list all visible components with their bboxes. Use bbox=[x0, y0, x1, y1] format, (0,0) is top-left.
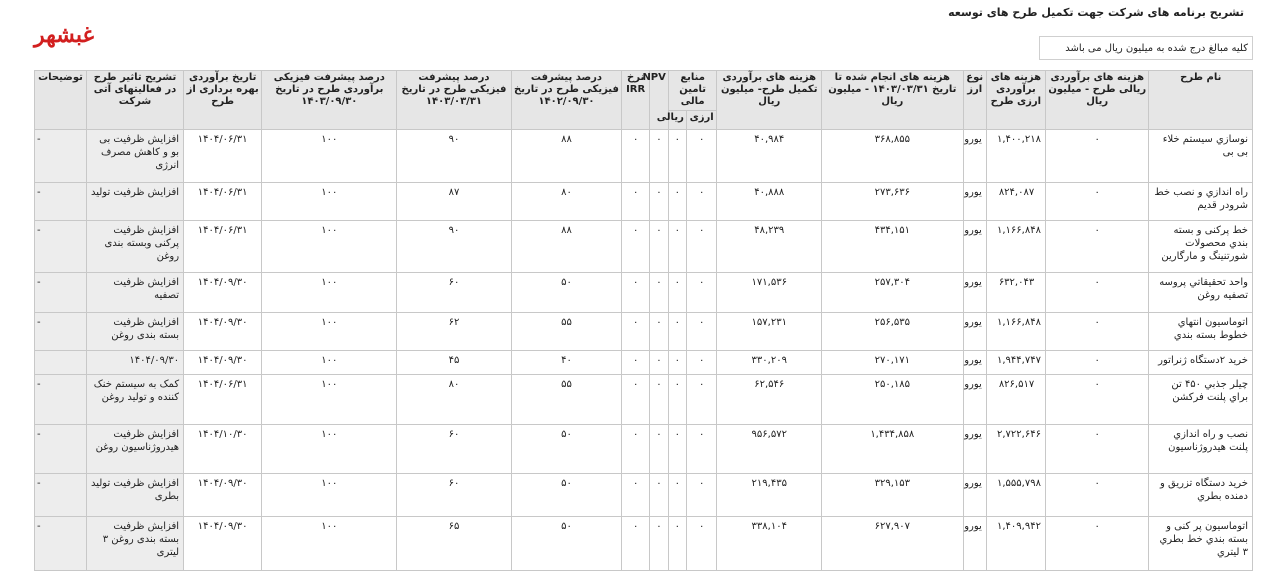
funding-rial: ۰ bbox=[668, 313, 686, 351]
progress-target: ۱۰۰ bbox=[262, 130, 397, 183]
rial-cost: ۰ bbox=[1045, 130, 1149, 183]
completion-cost: ۱۵۷,۲۳۱ bbox=[717, 313, 822, 351]
progress-prev: ۸۰ bbox=[511, 183, 622, 221]
header-name: نام طرح bbox=[1149, 71, 1253, 130]
spent-cost: ۳۲۹,۱۵۳ bbox=[822, 474, 964, 517]
header-completion-cost: هزینه های برآوردی تکمیل طرح- میلیون ریال bbox=[717, 71, 822, 130]
completion-cost: ۶۲,۵۴۶ bbox=[717, 375, 822, 425]
completion-cost: ۴۰,۸۸۸ bbox=[717, 183, 822, 221]
progress-now: ۶۲ bbox=[397, 313, 511, 351]
plan-name: خرید ۲دستگاه ژنراتور bbox=[1149, 351, 1253, 375]
progress-prev: ۵۰ bbox=[511, 517, 622, 571]
header-funding: منابع تامین مالی bbox=[668, 71, 717, 111]
spent-cost: ۳۶۸,۸۵۵ bbox=[822, 130, 964, 183]
funding-rial: ۰ bbox=[668, 517, 686, 571]
operation-date: ۱۴۰۴/۱۰/۳۰ bbox=[184, 425, 262, 474]
description-text: - bbox=[35, 313, 87, 351]
fx-cost: ۱,۱۶۶,۸۴۸ bbox=[986, 313, 1045, 351]
header-rial-cost: هزینه های برآوردی ریالی طرح - میلیون ریال bbox=[1045, 71, 1149, 130]
irr-value: ۰ bbox=[622, 425, 649, 474]
irr-value: ۰ bbox=[622, 313, 649, 351]
progress-now: ۹۰ bbox=[397, 221, 511, 273]
spent-cost: ۴۳۴,۱۵۱ bbox=[822, 221, 964, 273]
operation-date: ۱۴۰۴/۰۶/۳۱ bbox=[184, 130, 262, 183]
plan-name: خط پرکنی و بسته بندي محصولات شورتنینگ و مارگارین bbox=[1149, 221, 1253, 273]
completion-cost: ۳۳۰,۲۰۹ bbox=[717, 351, 822, 375]
completion-cost: ۲۱۹,۴۳۵ bbox=[717, 474, 822, 517]
npv-value: ۰ bbox=[649, 474, 668, 517]
irr-value: ۰ bbox=[622, 221, 649, 273]
description-text bbox=[35, 351, 87, 375]
header-spent: هزینه های انجام شده تا تاریخ ۱۴۰۳/۰۳/۳۱ - میلیون ریال bbox=[822, 71, 964, 130]
rial-cost: ۰ bbox=[1045, 425, 1149, 474]
plan-name: خرید دستگاه تزریق و دمنده بطري bbox=[1149, 474, 1253, 517]
spent-cost: ۶۲۷,۹۰۷ bbox=[822, 517, 964, 571]
fx-cost: ۶۳۲,۰۴۳ bbox=[986, 273, 1045, 313]
fx-cost: ۱,۴۰۹,۹۴۲ bbox=[986, 517, 1045, 571]
progress-target: ۱۰۰ bbox=[262, 351, 397, 375]
header-description: توضیحات bbox=[35, 71, 87, 130]
plan-name: چیلر جذبي ۴۵۰ تن براي پلنت فرکشن bbox=[1149, 375, 1253, 425]
impact-text: افزایش ظرفیت بسته بندی روغن bbox=[86, 313, 183, 351]
operation-date: ۱۴۰۴/۰۹/۳۰ bbox=[184, 313, 262, 351]
npv-value: ۰ bbox=[649, 351, 668, 375]
currency-type: یورو bbox=[963, 313, 986, 351]
progress-now: ۸۰ bbox=[397, 375, 511, 425]
funding-fx: ۰ bbox=[686, 221, 717, 273]
spent-cost: ۱,۴۳۴,۸۵۸ bbox=[822, 425, 964, 474]
npv-value: ۰ bbox=[649, 375, 668, 425]
funding-fx: ۰ bbox=[686, 183, 717, 221]
table-row bbox=[35, 273, 1253, 313]
currency-type: یورو bbox=[963, 351, 986, 375]
fx-cost: ۸۲۶,۵۱۷ bbox=[986, 375, 1045, 425]
funding-rial: ۰ bbox=[668, 351, 686, 375]
table-row bbox=[35, 517, 1253, 571]
table-row bbox=[35, 221, 1253, 273]
irr-value: ۰ bbox=[622, 474, 649, 517]
funding-fx: ۰ bbox=[686, 130, 717, 183]
irr-value: ۰ bbox=[622, 273, 649, 313]
plan-name: اتوماسیون انتهاي خطوط بسته بندي bbox=[1149, 313, 1253, 351]
currency-type: یورو bbox=[963, 221, 986, 273]
impact-text: افزایش ظرفیت بسته بندی روغن ۳ لیتری bbox=[86, 517, 183, 571]
irr-value: ۰ bbox=[622, 351, 649, 375]
progress-target: ۱۰۰ bbox=[262, 425, 397, 474]
currency-type: یورو bbox=[963, 474, 986, 517]
operation-date: ۱۴۰۴/۰۶/۳۱ bbox=[184, 221, 262, 273]
npv-value: ۰ bbox=[649, 313, 668, 351]
spent-cost: ۲۷۳,۶۳۶ bbox=[822, 183, 964, 221]
rial-cost: ۰ bbox=[1045, 517, 1149, 571]
progress-prev: ۵۵ bbox=[511, 313, 622, 351]
fx-cost: ۱,۱۶۶,۸۴۸ bbox=[986, 221, 1045, 273]
header-funding-rial: ریالی bbox=[668, 111, 686, 130]
funding-fx: ۰ bbox=[686, 517, 717, 571]
currency-type: یورو bbox=[963, 183, 986, 221]
rial-cost: ۰ bbox=[1045, 313, 1149, 351]
currency-note: کلیه مبالغ درج شده به میلیون ریال می باشد bbox=[1039, 36, 1253, 60]
table-body bbox=[35, 130, 1253, 571]
progress-target: ۱۰۰ bbox=[262, 313, 397, 351]
description-text: - bbox=[35, 130, 87, 183]
header-impact: تشریح تاثیر طرح در فعالیتهای آتی شرکت bbox=[86, 71, 183, 130]
completion-cost: ۱۷۱,۵۳۶ bbox=[717, 273, 822, 313]
progress-now: ۶۵ bbox=[397, 517, 511, 571]
description-text: - bbox=[35, 517, 87, 571]
development-plans-table bbox=[34, 70, 1253, 571]
rial-cost: ۰ bbox=[1045, 273, 1149, 313]
table-row bbox=[35, 351, 1253, 375]
npv-value: ۰ bbox=[649, 130, 668, 183]
header-progress-now: درصد پیشرفت فیزیکی طرح در تاریخ ۱۴۰۳/۰۳/۳۱ bbox=[397, 71, 511, 130]
funding-fx: ۰ bbox=[686, 351, 717, 375]
progress-prev: ۴۰ bbox=[511, 351, 622, 375]
header-fx-cost: هزینه های برآوردی ارزی طرح bbox=[986, 71, 1045, 130]
rial-cost: ۰ bbox=[1045, 375, 1149, 425]
funding-rial: ۰ bbox=[668, 183, 686, 221]
fx-cost: ۲,۷۲۲,۶۴۶ bbox=[986, 425, 1045, 474]
funding-rial: ۰ bbox=[668, 221, 686, 273]
funding-rial: ۰ bbox=[668, 425, 686, 474]
currency-type: یورو bbox=[963, 375, 986, 425]
funding-fx: ۰ bbox=[686, 273, 717, 313]
plan-name: نوسازي سیستم خلاء بی بی bbox=[1149, 130, 1253, 183]
progress-now: ۶۰ bbox=[397, 474, 511, 517]
progress-now: ۴۵ bbox=[397, 351, 511, 375]
npv-value: ۰ bbox=[649, 221, 668, 273]
npv-value: ۰ bbox=[649, 425, 668, 474]
progress-target: ۱۰۰ bbox=[262, 273, 397, 313]
progress-prev: ۸۸ bbox=[511, 221, 622, 273]
impact-text: افزایش ظرفیت تصفیه bbox=[86, 273, 183, 313]
progress-target: ۱۰۰ bbox=[262, 517, 397, 571]
plan-name: نصب و راه اندازي پلنت هیدروژناسیون bbox=[1149, 425, 1253, 474]
description-text: - bbox=[35, 425, 87, 474]
table-row bbox=[35, 130, 1253, 183]
progress-now: ۸۷ bbox=[397, 183, 511, 221]
operation-date: ۱۴۰۴/۰۶/۳۱ bbox=[184, 183, 262, 221]
spent-cost: ۲۵۷,۳۰۴ bbox=[822, 273, 964, 313]
irr-value: ۰ bbox=[622, 517, 649, 571]
impact-text: افزایش ظرفیت هیدروژناسیون روغن bbox=[86, 425, 183, 474]
description-text: - bbox=[35, 375, 87, 425]
progress-now: ۹۰ bbox=[397, 130, 511, 183]
rial-cost: ۰ bbox=[1045, 351, 1149, 375]
progress-target: ۱۰۰ bbox=[262, 183, 397, 221]
irr-value: ۰ bbox=[622, 375, 649, 425]
spent-cost: ۲۵۰,۱۸۵ bbox=[822, 375, 964, 425]
funding-fx: ۰ bbox=[686, 474, 717, 517]
header-funding-fx: ارزی bbox=[686, 111, 717, 130]
table-row bbox=[35, 313, 1253, 351]
impact-text: افزایش ظرفیت تولید بطری bbox=[86, 474, 183, 517]
header-npv: NPV bbox=[649, 71, 668, 130]
currency-type: یورو bbox=[963, 517, 986, 571]
progress-now: ۶۰ bbox=[397, 425, 511, 474]
funding-fx: ۰ bbox=[686, 425, 717, 474]
table-row bbox=[35, 474, 1253, 517]
fx-cost: ۱,۵۵۵,۷۹۸ bbox=[986, 474, 1045, 517]
operation-date: ۱۴۰۴/۰۹/۳۰ bbox=[184, 273, 262, 313]
progress-prev: ۵۵ bbox=[511, 375, 622, 425]
impact-text: افزایش ظرفیت بی بو و کاهش مصرف انرژی bbox=[86, 130, 183, 183]
company-logo: غبشهر bbox=[34, 22, 95, 48]
funding-rial: ۰ bbox=[668, 130, 686, 183]
plan-name: راه اندازي و نصب خط شرودر قدیم bbox=[1149, 183, 1253, 221]
operation-date: ۱۴۰۴/۰۹/۳۰ bbox=[184, 474, 262, 517]
header-operation-date: تاریخ برآوردی بهره برداری از طرح bbox=[184, 71, 262, 130]
rial-cost: ۰ bbox=[1045, 474, 1149, 517]
header-irr: نرخ IRR bbox=[622, 71, 649, 130]
plan-name: اتوماسیون پر کنی و بسته بندي خط بطري ۳ لیتري bbox=[1149, 517, 1253, 571]
progress-prev: ۵۰ bbox=[511, 474, 622, 517]
description-text: - bbox=[35, 183, 87, 221]
completion-cost: ۴۰,۹۸۴ bbox=[717, 130, 822, 183]
irr-value: ۰ bbox=[622, 130, 649, 183]
header-currency-type: نوع ارز bbox=[963, 71, 986, 130]
currency-type: یورو bbox=[963, 130, 986, 183]
npv-value: ۰ bbox=[649, 517, 668, 571]
fx-cost: ۱,۴۰۰,۲۱۸ bbox=[986, 130, 1045, 183]
funding-rial: ۰ bbox=[668, 273, 686, 313]
progress-prev: ۸۸ bbox=[511, 130, 622, 183]
progress-target: ۱۰۰ bbox=[262, 221, 397, 273]
completion-cost: ۴۸,۲۳۹ bbox=[717, 221, 822, 273]
npv-value: ۰ bbox=[649, 273, 668, 313]
fx-cost: ۸۲۴,۰۸۷ bbox=[986, 183, 1045, 221]
header-progress-prev: درصد پیشرفت فیزیکی طرح در تاریخ ۱۴۰۲/۰۹/۳۰ bbox=[511, 71, 622, 130]
operation-date: ۱۴۰۴/۰۹/۳۰ bbox=[184, 351, 262, 375]
rial-cost: ۰ bbox=[1045, 221, 1149, 273]
funding-fx: ۰ bbox=[686, 313, 717, 351]
operation-date: ۱۴۰۴/۰۹/۳۰ bbox=[184, 517, 262, 571]
description-text: - bbox=[35, 221, 87, 273]
irr-value: ۰ bbox=[622, 183, 649, 221]
impact-text: افزایش ظرفیت پرکنی وبسته بندی روغن bbox=[86, 221, 183, 273]
progress-now: ۶۰ bbox=[397, 273, 511, 313]
impact-text: کمک به سیستم خنک کننده و تولید روغن bbox=[86, 375, 183, 425]
plan-name: واحد تحقیقاتي پروسه تصفیه روغن bbox=[1149, 273, 1253, 313]
progress-target: ۱۰۰ bbox=[262, 375, 397, 425]
description-text: - bbox=[35, 474, 87, 517]
funding-rial: ۰ bbox=[668, 474, 686, 517]
header-progress-target: درصد پیشرفت فیزیکی برآوردی طرح در تاریخ ۱۴۰۳/۰۹/۳۰ bbox=[262, 71, 397, 130]
completion-cost: ۳۳۸,۱۰۴ bbox=[717, 517, 822, 571]
progress-target: ۱۰۰ bbox=[262, 474, 397, 517]
progress-prev: ۵۰ bbox=[511, 425, 622, 474]
fx-cost: ۱,۹۴۴,۷۴۷ bbox=[986, 351, 1045, 375]
spent-cost: ۲۷۰,۱۷۱ bbox=[822, 351, 964, 375]
description-text: - bbox=[35, 273, 87, 313]
page-title: تشریح برنامه های شرکت جهت تکمیل طرح های توسعه bbox=[948, 6, 1244, 19]
funding-fx: ۰ bbox=[686, 375, 717, 425]
rial-cost: ۰ bbox=[1045, 183, 1149, 221]
impact-text: افزایش ظرفیت تولید bbox=[86, 183, 183, 221]
table-row bbox=[35, 425, 1253, 474]
npv-value: ۰ bbox=[649, 183, 668, 221]
funding-rial: ۰ bbox=[668, 375, 686, 425]
table-row bbox=[35, 375, 1253, 425]
currency-type: یورو bbox=[963, 425, 986, 474]
impact-text: ۱۴۰۴/۰۹/۳۰ bbox=[86, 351, 183, 375]
currency-type: یورو bbox=[963, 273, 986, 313]
table-row bbox=[35, 183, 1253, 221]
completion-cost: ۹۵۶,۵۷۲ bbox=[717, 425, 822, 474]
spent-cost: ۲۵۶,۵۳۵ bbox=[822, 313, 964, 351]
operation-date: ۱۴۰۴/۰۶/۳۱ bbox=[184, 375, 262, 425]
progress-prev: ۵۰ bbox=[511, 273, 622, 313]
